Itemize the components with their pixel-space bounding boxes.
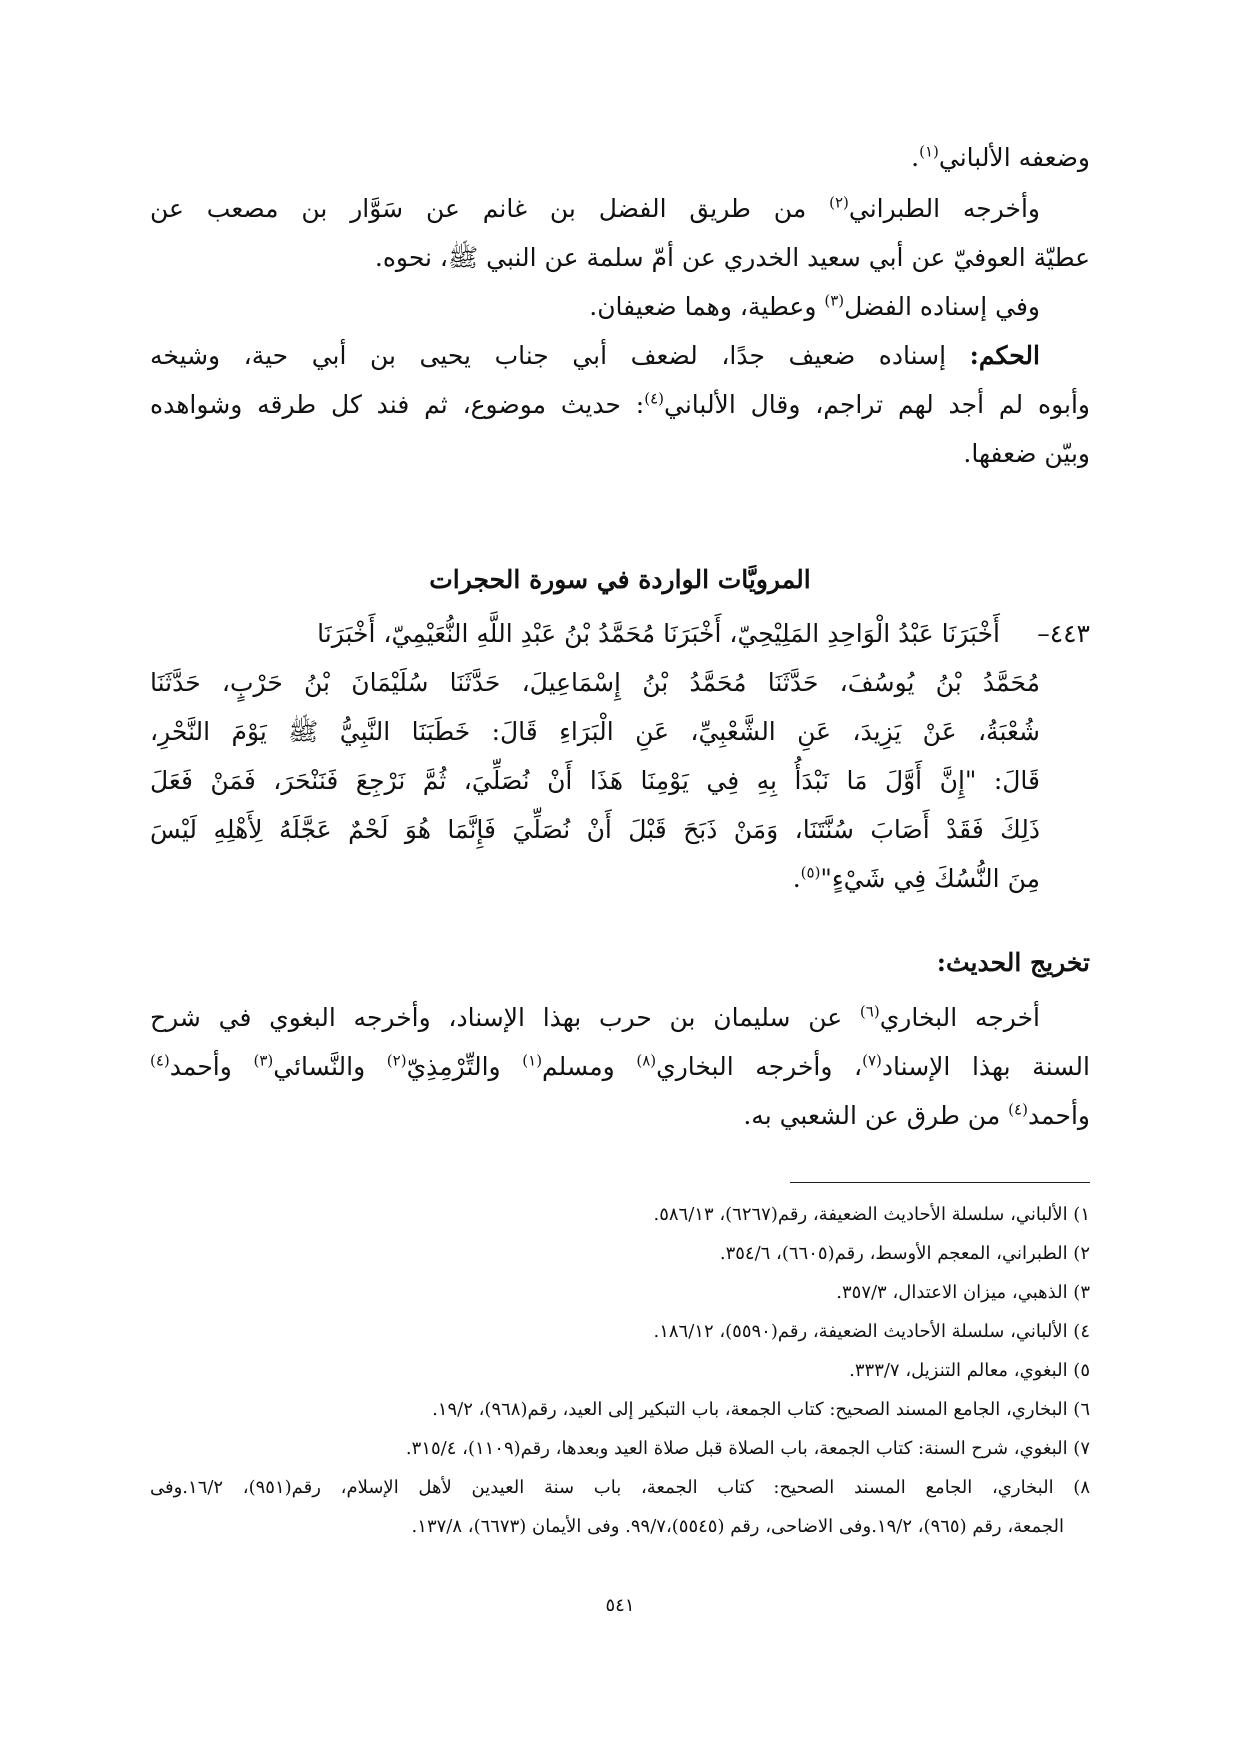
verdict-label: الحكم: (969, 341, 1040, 370)
page-number: ٥٤١ (605, 1595, 635, 1616)
body-line-4: وفي إسناده الفضل$^{(٣)}$ وعطية، وهما ضعيفان. (589, 291, 1040, 321)
footnote-1: ١) الألباني، سلسلة الأحاديث الضعيفة، رقم(٦٢٦٧)، ٥٨٦/١٣. (653, 1204, 1090, 1225)
hadith-line-2: مُحَمَّدُ بْنُ يُوسُفَ، حَدَّثَنَا مُحَمَّدُ بْنُ إِسْمَاعِيلَ، حَدَّثَنَا سُلَيْمَانَ بْنُ حَرْبٍ، حَدَّثَنَا (150, 668, 1040, 697)
takhrij-line-2: السنة بهذا الإسناد$^{(٧)}$، وأخرجه البخاري$^{(٨)}$ ومسلم$^{(١)}$ والتِّرْمِذِيّ$^{(٢)}$ والنَّسائي$^{(٣)}$ وأحمد$^{(٤)}$ (150, 1051, 1090, 1081)
body-line-3: عطيّة العوفيّ عن أبي سعيد الخدري عن أمّ سلمة عن النبي ﷺ، نحوه. (374, 243, 1090, 272)
footnote-ref[interactable]: (٥) (800, 863, 821, 882)
hadith-number: ٤٤٣– (1037, 619, 1090, 648)
document-page (150, 0, 1090, 1754)
footnote-ref[interactable]: (١) (919, 142, 939, 161)
section-heading: المرويَّات الواردة في سورة الحجرات (429, 565, 811, 594)
hadith-line-5: ذَلِكَ فَقَدْ أَصَابَ سُنَّتَنَا، وَمَنْ ذَبَحَ قَبْلَ أَنْ نُصَلِّيَ فَإِنَّمَا هُوَ لَحْمٌ عَجَّلَهُ لِأَهْلِهِ لَيْسَ (150, 815, 1040, 844)
hadith-line-4: قَالَ: "إِنَّ أَوَّلَ مَا نَبْدَأُ بِهِ فِي يَوْمِنَا هَذَا أَنْ نُصَلِّيَ، ثُمَّ نَرْجِعَ فَنَنْحَرَ، فَمَنْ فَعَلَ (150, 766, 1040, 795)
footnote-separator (790, 1182, 1090, 1183)
verdict-line-2: وأبوه لم أجد لهم تراجم، وقال الألباني$^{(٤)}$: حديث موضوع، ثم فند كل طرقه وشواهده (150, 389, 1091, 419)
footnote-ref[interactable]: (٧) (862, 1051, 882, 1070)
footnote-ref[interactable]: (١) (522, 1051, 543, 1070)
hadith-line-3: شُعْبَةُ، عَنْ يَزِيدَ، عَنِ الشَّعْبِيِّ، عَنِ الْبَرَاءِ قَالَ: خَطَبَنَا النَّبِيُّ ﷺ يَوْمَ النَّحْرِ، (150, 717, 1040, 746)
footnote-4: ٤) الألباني، سلسلة الأحاديث الضعيفة، رقم(٥٥٩٠)، ١٨٦/١٢. (653, 1321, 1090, 1342)
footnote-ref[interactable]: (٣) (824, 291, 845, 310)
takhrij-line-1: أخرجه البخاري$^{(٦)}$ عن سليمان بن حرب بهذا الإسناد، وأخرجه البغوي في شرح (150, 1002, 1040, 1032)
footnote-ref[interactable]: (٢) (829, 193, 849, 212)
footnote-7: ٧) البغوي، شرح السنة: كتاب الجمعة، باب الصلاة قبل صلاة العيد وبعدها، رقم(١١٠٩)، ٣١٥/٤. (405, 1438, 1090, 1459)
footnote-ref[interactable]: (٤) (1008, 1100, 1028, 1119)
body-line-2: وأخرجه الطبراني$^{(٢)}$ من طريق الفضل بن غانم عن سَوَّار بن مصعب عن (150, 193, 1040, 223)
footnote-ref[interactable]: (٨) (636, 1051, 657, 1070)
footnote-5: ٥) البغوي، معالم التنزيل، ٣٣٣/٧. (849, 1360, 1090, 1381)
footnote-3: ٣) الذهبي، ميزان الاعتدال، ٣٥٧/٣. (836, 1282, 1090, 1303)
body-line-1: وضعفه الألباني$^{(١)}$. (911, 142, 1090, 172)
footnote-ref[interactable]: (٣) (253, 1051, 274, 1070)
hadith-line-1: ٤٤٣–أَخْبَرَنَا عَبْدُ الْوَاحِدِ المَلِيْحِيّ، أَخْبَرَنَا مُحَمَّدُ بْنُ عَبْدِ اللَّهِ النُّعَيْمِيّ، أَخْبَرَنَا (150, 614, 1090, 654)
footnote-ref[interactable]: (٢) (386, 1051, 407, 1070)
footnote-6: ٦) البخاري، الجامع المسند الصحيح: كتاب الجمعة، باب التبكير إلى العيد، رقم(٩٦٨)، ١٩/٢. (432, 1399, 1090, 1420)
takhrij-line-3: وأحمد$^{(٤)}$ من طرق عن الشعبي به. (743, 1100, 1090, 1130)
hadith-line-6: مِنَ النُّسُكَ فِي شَيْءٍ"$^{(٥)}$. (792, 863, 1040, 893)
footnote-2: ٢) الطبراني، المعجم الأوسط، رقم(٦٦٠٥)، ٣٥٤/٦. (719, 1243, 1090, 1264)
verdict-line-1: الحكم: إسناده ضعيف جدًا، لضعف أبي جناب يحيى بن أبي حية، وشيخه (150, 341, 1040, 370)
footnote-ref[interactable]: (٤) (150, 1051, 170, 1070)
footnote-ref[interactable]: (٦) (859, 1002, 880, 1021)
footnote-8-continued: الجمعة، رقم (٩٦٥)، ١٩/٢.وفى الاضاحى، رقم (٥٥٤٥)،٩٩/٧. وفى الأيمان (٦٦٧٣)، ١٣٧/٨. (411, 1516, 1064, 1537)
footnote-8: ٨) البخاري، الجامع المسند الصحيح: كتاب الجمعة، باب سنة العيدين لأهل الإسلام، رقم(٩٥١)، ١٦/٢.وفى (150, 1477, 1090, 1498)
footnote-ref[interactable]: (٤) (644, 389, 664, 408)
verdict-line-3: وبيّن ضعفها. (963, 439, 1090, 468)
takhrij-heading: تخريج الحديث: (936, 948, 1090, 977)
